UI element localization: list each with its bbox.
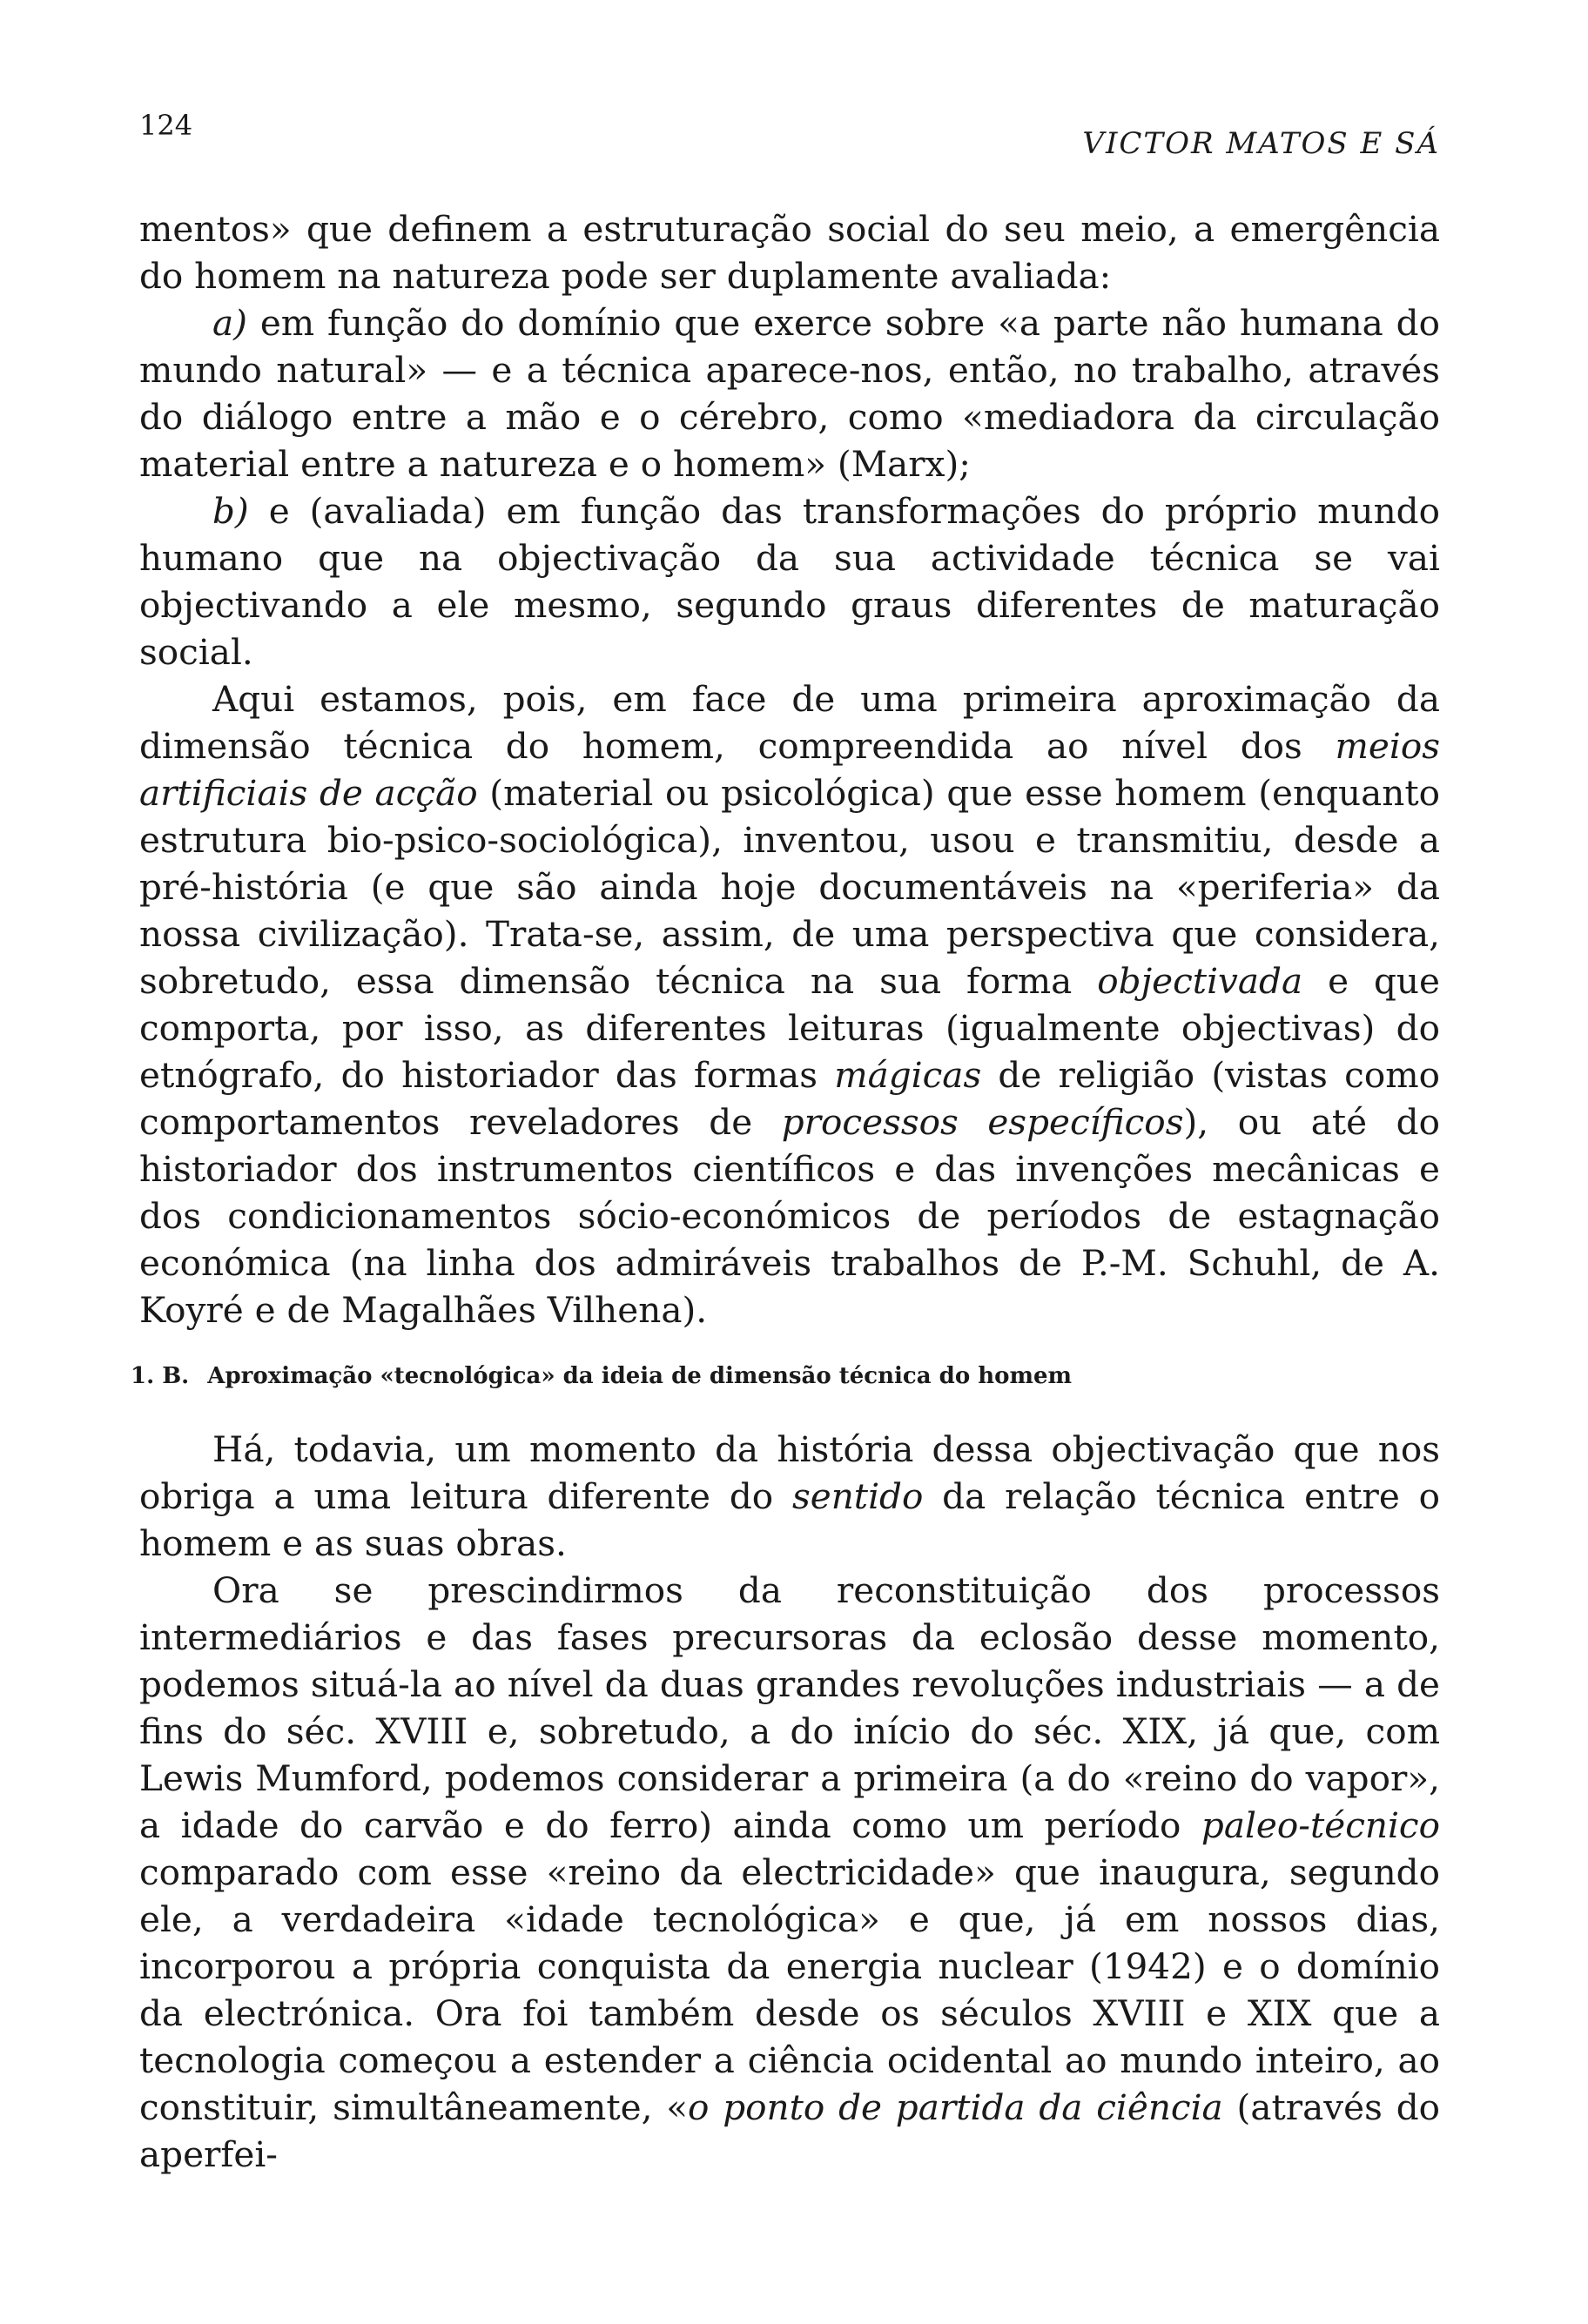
- text-block-upper: [139, 205, 1440, 1333]
- italic-segment: sentido: [791, 1475, 924, 1517]
- page-number: 124: [139, 109, 193, 142]
- item-text-b: e (avaliada) em função das transformações do próprio mundo humano que na objectivação da sua actividade técnica se vai objectivando a ele mesmo, segundo graus diferentes de maturação social.: [139, 490, 1440, 673]
- text-segment: Ora se prescindirmos da reconstituição dos processos intermediários e das fases precursoras da eclosão desse momento, podemos situá-la ao nível da duas grandes revoluções industriais — a de fins do séc. XVIII e, sobretudo, a do início do séc. XIX, já que, com Lewis Mumford, podemos considerar a primeira (a do «reino do vapor», a idade do carvão e do ferro) ainda como um período: [139, 1569, 1440, 1846]
- text-segment: (através do aperfei-: [139, 2086, 1440, 2175]
- text-segment: e que comporta, por isso, as diferentes leituras (igualmente objectivas) do etnógrafo, do historiador das formas: [139, 960, 1440, 1096]
- paragraph-item-a: [139, 299, 1440, 487]
- item-text-a: em função do domínio que exerce sobre «a parte não humana do mundo natural» — e a técnica aparece-nos, então, no trabalho, através do diálogo entre a mão e o cérebro, como «mediadora da circulação material entre a natureza e o homem» (Marx);: [139, 302, 1440, 485]
- section-title: Aproximação «tecnológica» da ideia de dimensão técnica do homem: [207, 1363, 1073, 1389]
- italic-segment: meios artificiais de acção: [139, 725, 1440, 814]
- item-label-b: b): [212, 490, 249, 532]
- text-segment: da relação técnica entre o homem e as suas obras.: [139, 1475, 1441, 1564]
- page-header: [139, 109, 1440, 161]
- text-segment: ), ou até do historiador dos instrumentos científicos e das invenções mecânicas e dos condicionamentos sócio-económicos de períodos de estagnação económica (na linha dos admiráveis trabalhos de P.-M. Schuhl, de A. Koyré e de Magalhães Vilhena).: [139, 1101, 1440, 1331]
- italic-segment: objectivada: [1097, 960, 1303, 1002]
- italic-segment: paleo-técnico: [1201, 1804, 1440, 1846]
- running-head: VICTOR MATOS E SÁ: [1082, 126, 1440, 161]
- italic-segment: o ponto de partida da ciência: [688, 2086, 1223, 2128]
- text-segment: Há, todavia, um momento da história dessa objectivação que nos obriga a uma leitura diferente do: [139, 1428, 1440, 1517]
- text-segment: comparado com esse «reino da electricidade» que inaugura, segundo ele, a verdadeira «idade tecnológica» e que, já em nossos dias, incorporou a própria conquista da energia nuclear (1942) e o domínio da electrónica. Ora foi também desde os séculos XVIII e XIX que a tecnologia começou a estender a ciência ocidental ao mundo inteiro, ao constituir, simultâneamente, «: [139, 1851, 1440, 2128]
- paragraph-aqui-estamos: [139, 675, 1440, 1333]
- item-label-a: a): [212, 302, 247, 344]
- paragraph-continued: mentos» que definem a estruturação social do seu meio, a emergência do homem na natureza pode ser duplamente avaliada:: [139, 208, 1440, 297]
- section-heading: [131, 1363, 1072, 1389]
- paragraph-ora-se: [139, 1567, 1440, 2178]
- section-number: 1. B.: [131, 1363, 190, 1389]
- italic-segment: mágicas: [834, 1054, 982, 1096]
- paragraph-item-b: [139, 487, 1440, 675]
- paragraph-ha-todavia: [139, 1426, 1440, 1567]
- italic-segment: processos específicos: [781, 1101, 1184, 1143]
- text-segment: Aqui estamos, pois, em face de uma primeira aproximação da dimensão técnica do homem, compreendida ao nível dos: [139, 678, 1440, 767]
- text-segment: (material ou psicológica) que esse homem (enquanto estrutura bio-psico-sociológica), inventou, usou e transmitiu, desde a pré-história (e que são ainda hoje documentáveis na «periferia» da nossa civilização). Trata-se, assim, de uma perspectiva que considera, sobretudo, essa dimensão técnica na sua forma: [139, 772, 1440, 1002]
- text-segment: de religião (vistas como comportamentos reveladores de: [139, 1054, 1441, 1143]
- text-block-lower: [139, 1426, 1440, 2178]
